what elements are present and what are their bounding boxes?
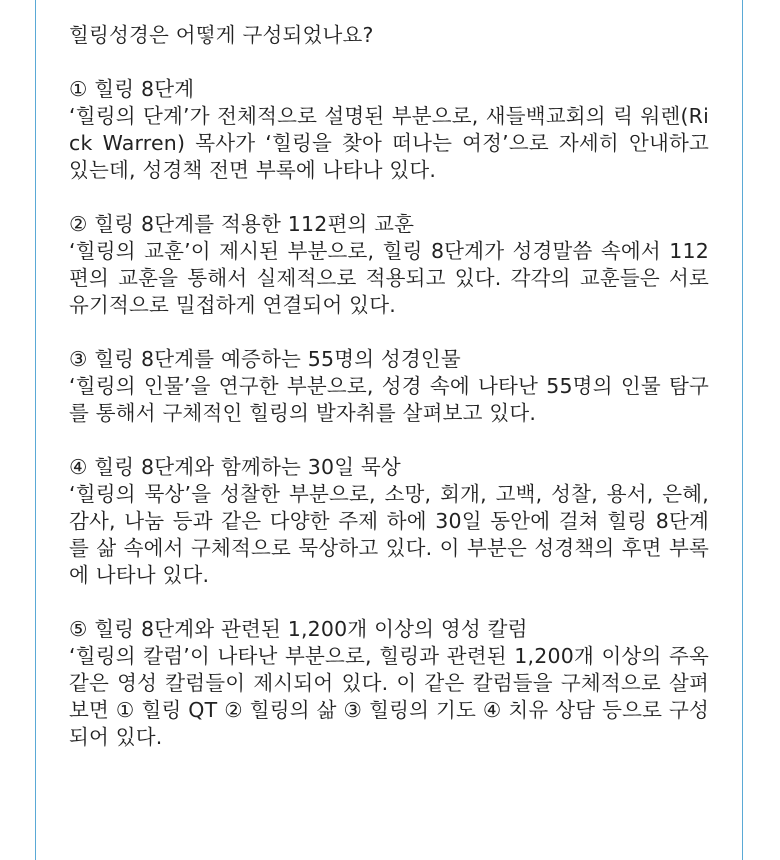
section-body: ‘힐링의 단계’가 전체적으로 설명된 부분으로, 새들백교회의 릭 워렌(Rick Warren) 목사가 ‘힐링을 찾아 떠나는 여정’으로 자세히 안내하고 있는데, 성경책 전면 부록에 나타나 있다. bbox=[69, 104, 709, 182]
section-heading: ④ 힐링 8단계와 함께하는 30일 묵상 bbox=[69, 455, 401, 479]
section-4 bbox=[69, 454, 709, 589]
section-body: ‘힐링의 묵상’을 성찰한 부분으로, 소망, 회개, 고백, 성찰, 용서, 은혜, 감사, 나눔 등과 같은 다양한 주제 하에 30일 동안에 걸쳐 힐링 8단계를 삶 속에서 구체적으로 묵상하고 있다. 이 부분은 성경책의 후면 부록에 나타나 있다. bbox=[69, 482, 709, 587]
content-frame bbox=[35, 0, 743, 860]
section-heading: ③ 힐링 8단계를 예증하는 55명의 성경인물 bbox=[69, 347, 461, 371]
section-body: ‘힐링의 칼럼’이 나타난 부분으로, 힐링과 관련된 1,200개 이상의 주옥 같은 영성 칼럼들이 제시되어 있다. 이 같은 칼럼들을 구체적으로 살펴보면 ① 힐링 QT ② 힐링의 삶 ③ 힐링의 기도 ④ 치유 상담 등으로 구성되어 있다. bbox=[69, 644, 709, 749]
section-body: ‘힐링의 교훈’이 제시된 부분으로, 힐링 8단계가 성경말씀 속에서 112편의 교훈을 통해서 실제적으로 적용되고 있다. 각각의 교훈들은 서로 유기적으로 밀접하게 연결되어 있다. bbox=[69, 239, 709, 317]
section-heading: ② 힐링 8단계를 적용한 112편의 교훈 bbox=[69, 212, 415, 236]
section-heading: ① 힐링 8단계 bbox=[69, 77, 195, 101]
article-body bbox=[69, 22, 709, 751]
section-5 bbox=[69, 616, 709, 751]
section-body: ‘힐링의 인물’을 연구한 부분으로, 성경 속에 나타난 55명의 인물 탐구를 통해서 구체적인 힐링의 발자취를 살펴보고 있다. bbox=[69, 374, 709, 425]
section-3 bbox=[69, 346, 709, 427]
section-heading: ⑤ 힐링 8단계와 관련된 1,200개 이상의 영성 칼럼 bbox=[69, 617, 528, 641]
question-heading: 힐링성경은 어떻게 구성되었나요? bbox=[69, 23, 374, 47]
section-1 bbox=[69, 76, 709, 184]
section-2 bbox=[69, 211, 709, 319]
